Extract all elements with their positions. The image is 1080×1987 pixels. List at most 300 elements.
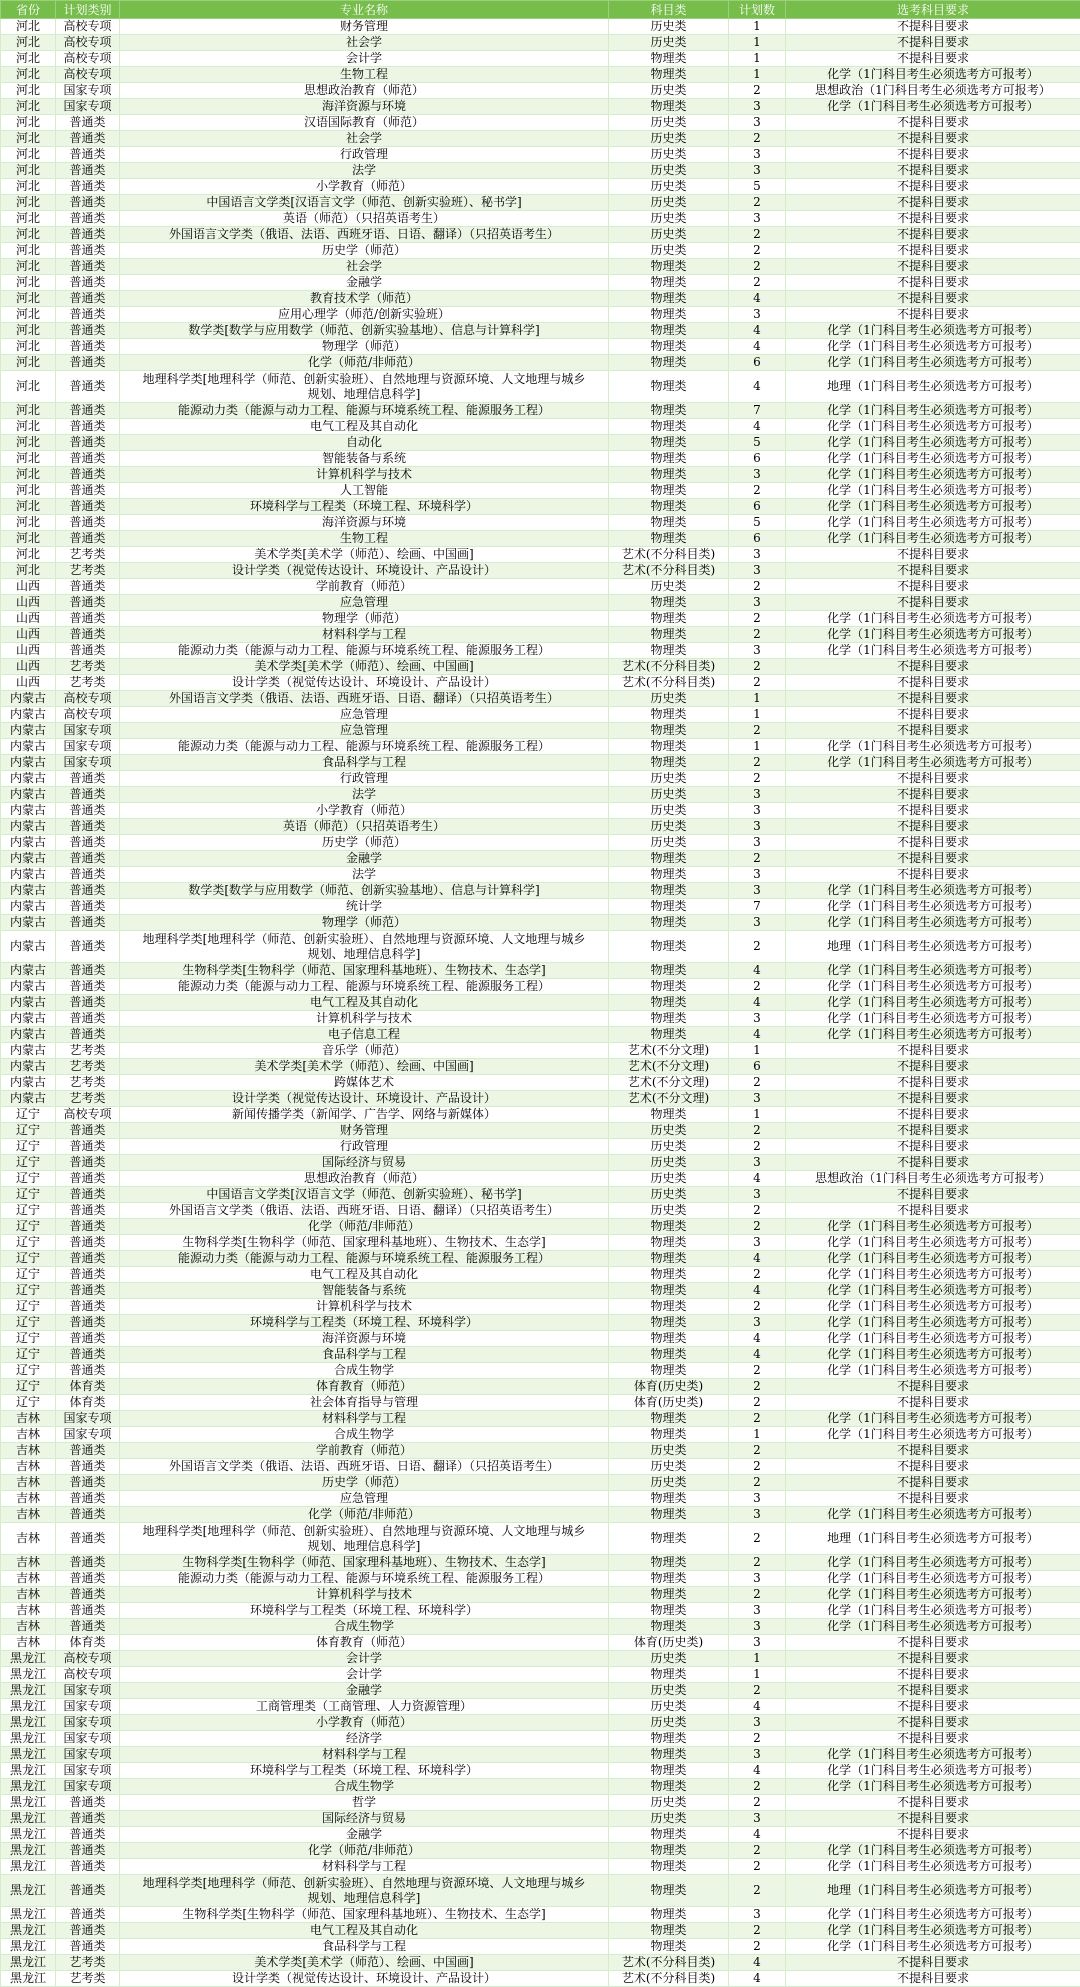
table-row: [1, 339, 1080, 355]
cell-province: 河北: [1, 99, 56, 115]
cell-province: 河北: [1, 403, 56, 419]
cell-subject-requirement: 不提科目要求: [786, 1123, 1080, 1139]
cell-plan-count: 4: [729, 323, 786, 339]
cell-major-name: 设计学类（视觉传达设计、环境设计、产品设计）: [120, 1971, 609, 1987]
cell-major-name: 电气工程及其自动化: [120, 1923, 609, 1939]
table-row: [1, 1619, 1080, 1635]
cell-subject-requirement: 思想政治（1门科目考生必须选考方可报考）: [786, 83, 1080, 99]
cell-subject-requirement: 化学（1门科目考生必须选考方可报考）: [786, 1907, 1080, 1923]
cell-province: 山西: [1, 579, 56, 595]
table-row: [1, 579, 1080, 595]
cell-province: 内蒙古: [1, 787, 56, 803]
table-row: [1, 291, 1080, 307]
cell-plan-type: 艺考类: [56, 1091, 120, 1107]
cell-plan-type: 艺考类: [56, 1059, 120, 1075]
cell-major-name: 环境科学与工程类（环境工程、环境科学）: [120, 1763, 609, 1779]
table-row: [1, 227, 1080, 243]
cell-province: 内蒙古: [1, 771, 56, 787]
table-row: [1, 1347, 1080, 1363]
cell-plan-type: 艺考类: [56, 1955, 120, 1971]
table-row: [1, 1395, 1080, 1411]
cell-plan-count: 2: [729, 1779, 786, 1795]
cell-major-name: 小学教育（师范）: [120, 803, 609, 819]
cell-province: 黑龙江: [1, 1859, 56, 1875]
cell-plan-type: 普通类: [56, 1315, 120, 1331]
cell-subject-requirement: 不提科目要求: [786, 547, 1080, 563]
cell-subject-requirement: 不提科目要求: [786, 1459, 1080, 1475]
table-row: [1, 483, 1080, 499]
cell-major-name: 教育技术学（师范）: [120, 291, 609, 307]
cell-plan-count: 3: [729, 99, 786, 115]
cell-subject-category: 物理类: [609, 323, 729, 339]
cell-plan-count: 4: [729, 1251, 786, 1267]
cell-subject-requirement: 不提科目要求: [786, 1443, 1080, 1459]
cell-major-name: 外国语言文学类（俄语、法语、西班牙语、日语、翻译）（只招英语考生）: [120, 227, 609, 243]
cell-subject-category: 物理类: [609, 883, 729, 899]
cell-major-name: 合成生物学: [120, 1427, 609, 1443]
cell-subject-category: 物理类: [609, 1779, 729, 1795]
cell-major-name: 金融学: [120, 275, 609, 291]
cell-province: 内蒙古: [1, 883, 56, 899]
cell-province: 内蒙古: [1, 899, 56, 915]
table-row: [1, 1267, 1080, 1283]
cell-major-name: 社会学: [120, 35, 609, 51]
cell-plan-type: 普通类: [56, 1187, 120, 1203]
cell-subject-category: 历史类: [609, 803, 729, 819]
cell-subject-category: 物理类: [609, 1267, 729, 1283]
cell-subject-requirement: 不提科目要求: [786, 1971, 1080, 1987]
cell-subject-requirement: 不提科目要求: [786, 147, 1080, 163]
cell-major-name: 工商管理类（工商管理、人力资源管理）: [120, 1699, 609, 1715]
cell-subject-category: 历史类: [609, 1795, 729, 1811]
cell-major-name: 小学教育（师范）: [120, 179, 609, 195]
cell-subject-requirement: 不提科目要求: [786, 163, 1080, 179]
cell-subject-category: 历史类: [609, 1139, 729, 1155]
cell-major-name: 经济学: [120, 1731, 609, 1747]
cell-subject-category: 历史类: [609, 1171, 729, 1187]
cell-province: 吉林: [1, 1443, 56, 1459]
cell-province: 黑龙江: [1, 1747, 56, 1763]
cell-province: 吉林: [1, 1571, 56, 1587]
cell-major-name: 合成生物学: [120, 1619, 609, 1635]
cell-province: 河北: [1, 67, 56, 83]
cell-major-name: 材料科学与工程: [120, 1411, 609, 1427]
header-province: 省份: [1, 1, 56, 19]
table-row: [1, 1859, 1080, 1875]
cell-plan-type: 普通类: [56, 1587, 120, 1603]
cell-subject-category: 物理类: [609, 1619, 729, 1635]
table-row: [1, 355, 1080, 371]
cell-plan-count: 5: [729, 179, 786, 195]
cell-plan-type: 普通类: [56, 643, 120, 659]
cell-subject-requirement: 不提科目要求: [786, 1795, 1080, 1811]
cell-plan-count: 2: [729, 579, 786, 595]
table-row: [1, 1907, 1080, 1923]
cell-plan-type: 国家专项: [56, 83, 120, 99]
cell-subject-category: 物理类: [609, 1299, 729, 1315]
cell-subject-category: 物理类: [609, 1843, 729, 1859]
cell-subject-requirement: 不提科目要求: [786, 243, 1080, 259]
cell-plan-type: 普通类: [56, 1843, 120, 1859]
cell-plan-count: 4: [729, 1171, 786, 1187]
cell-plan-type: 普通类: [56, 227, 120, 243]
table-row: [1, 1011, 1080, 1027]
cell-subject-category: 历史类: [609, 1443, 729, 1459]
table-row: [1, 147, 1080, 163]
cell-plan-type: 国家专项: [56, 1779, 120, 1795]
cell-plan-count: 1: [729, 67, 786, 83]
cell-major-name: 合成生物学: [120, 1363, 609, 1379]
cell-plan-type: 普通类: [56, 451, 120, 467]
cell-subject-category: 物理类: [609, 963, 729, 979]
cell-province: 黑龙江: [1, 1731, 56, 1747]
cell-subject-requirement: 化学（1门科目考生必须选考方可报考）: [786, 1267, 1080, 1283]
cell-subject-category: 历史类: [609, 819, 729, 835]
table-row: [1, 1955, 1080, 1971]
cell-plan-type: 普通类: [56, 803, 120, 819]
cell-province: 河北: [1, 323, 56, 339]
cell-subject-requirement: 不提科目要求: [786, 659, 1080, 675]
cell-province: 山西: [1, 595, 56, 611]
cell-plan-count: 3: [729, 1507, 786, 1523]
cell-province: 辽宁: [1, 1123, 56, 1139]
table-row: [1, 915, 1080, 931]
cell-plan-type: 普通类: [56, 931, 120, 963]
cell-province: 内蒙古: [1, 819, 56, 835]
table-row: [1, 1251, 1080, 1267]
cell-major-name: 环境科学与工程类（环境工程、环境科学）: [120, 1603, 609, 1619]
cell-plan-type: 普通类: [56, 899, 120, 915]
cell-plan-type: 普通类: [56, 595, 120, 611]
cell-plan-type: 国家专项: [56, 739, 120, 755]
cell-subject-requirement: 不提科目要求: [786, 1715, 1080, 1731]
cell-subject-requirement: 地理（1门科目考生必须选考方可报考）: [786, 1523, 1080, 1555]
cell-province: 辽宁: [1, 1251, 56, 1267]
cell-subject-category: 物理类: [609, 595, 729, 611]
cell-plan-count: 3: [729, 643, 786, 659]
table-row: [1, 707, 1080, 723]
cell-plan-type: 普通类: [56, 1299, 120, 1315]
cell-subject-requirement: 不提科目要求: [786, 1139, 1080, 1155]
cell-subject-category: 物理类: [609, 1107, 729, 1123]
cell-plan-count: 3: [729, 1235, 786, 1251]
cell-subject-requirement: 不提科目要求: [786, 771, 1080, 787]
table-row: [1, 371, 1080, 403]
table-row: [1, 499, 1080, 515]
table-row: [1, 179, 1080, 195]
cell-major-name: 学前教育（师范）: [120, 579, 609, 595]
cell-province: 内蒙古: [1, 851, 56, 867]
cell-major-name: 化学（师范/非师范）: [120, 355, 609, 371]
cell-subject-requirement: 不提科目要求: [786, 227, 1080, 243]
table-row: [1, 1779, 1080, 1795]
cell-province: 内蒙古: [1, 707, 56, 723]
cell-plan-count: 2: [729, 227, 786, 243]
table-body: [1, 19, 1080, 1987]
cell-subject-requirement: 化学（1门科目考生必须选考方可报考）: [786, 435, 1080, 451]
cell-plan-count: 2: [729, 1731, 786, 1747]
cell-subject-category: 历史类: [609, 35, 729, 51]
table-row: [1, 1187, 1080, 1203]
cell-plan-type: 普通类: [56, 1523, 120, 1555]
cell-subject-category: 物理类: [609, 515, 729, 531]
cell-major-name: 电气工程及其自动化: [120, 419, 609, 435]
cell-subject-requirement: 化学（1门科目考生必须选考方可报考）: [786, 323, 1080, 339]
cell-subject-category: 物理类: [609, 1571, 729, 1587]
cell-subject-category: 体育(历史类): [609, 1379, 729, 1395]
cell-plan-type: 国家专项: [56, 1747, 120, 1763]
table-row: [1, 275, 1080, 291]
cell-subject-requirement: 不提科目要求: [786, 19, 1080, 35]
table-row: [1, 1923, 1080, 1939]
cell-plan-type: 国家专项: [56, 1731, 120, 1747]
cell-plan-count: 4: [729, 1699, 786, 1715]
cell-plan-count: 1: [729, 1427, 786, 1443]
cell-subject-requirement: 不提科目要求: [786, 819, 1080, 835]
cell-major-name: 应急管理: [120, 723, 609, 739]
cell-major-name: 自动化: [120, 435, 609, 451]
table-row: [1, 1635, 1080, 1651]
cell-major-name: 跨媒体艺术: [120, 1075, 609, 1091]
cell-province: 内蒙古: [1, 739, 56, 755]
table-row: [1, 1811, 1080, 1827]
cell-province: 内蒙古: [1, 931, 56, 963]
cell-plan-count: 2: [729, 1203, 786, 1219]
cell-plan-type: 普通类: [56, 467, 120, 483]
table-row: [1, 1283, 1080, 1299]
cell-major-name: 历史学（师范）: [120, 835, 609, 851]
cell-plan-count: 3: [729, 1011, 786, 1027]
cell-major-name: 物理学（师范）: [120, 611, 609, 627]
cell-subject-category: 艺术(不分科目类): [609, 1971, 729, 1987]
cell-province: 河北: [1, 243, 56, 259]
cell-major-name: 会计学: [120, 1651, 609, 1667]
cell-subject-requirement: 化学（1门科目考生必须选考方可报考）: [786, 1923, 1080, 1939]
cell-subject-requirement: 化学（1门科目考生必须选考方可报考）: [786, 899, 1080, 915]
cell-plan-count: 3: [729, 1635, 786, 1651]
cell-plan-count: 2: [729, 1123, 786, 1139]
cell-province: 内蒙古: [1, 835, 56, 851]
cell-province: 河北: [1, 419, 56, 435]
cell-subject-category: 物理类: [609, 611, 729, 627]
table-row: [1, 211, 1080, 227]
cell-subject-category: 历史类: [609, 1459, 729, 1475]
cell-plan-type: 普通类: [56, 323, 120, 339]
cell-province: 黑龙江: [1, 1955, 56, 1971]
cell-province: 河北: [1, 483, 56, 499]
header-subject-requirement: 选考科目要求: [786, 1, 1080, 19]
cell-plan-type: 普通类: [56, 771, 120, 787]
cell-subject-category: 艺术(不分科目类): [609, 547, 729, 563]
cell-major-name: 行政管理: [120, 147, 609, 163]
cell-subject-requirement: 化学（1门科目考生必须选考方可报考）: [786, 979, 1080, 995]
cell-subject-category: 物理类: [609, 1251, 729, 1267]
cell-province: 河北: [1, 307, 56, 323]
cell-subject-category: 物理类: [609, 915, 729, 931]
cell-province: 辽宁: [1, 1395, 56, 1411]
cell-plan-type: 艺考类: [56, 563, 120, 579]
table-row: [1, 787, 1080, 803]
cell-subject-category: 物理类: [609, 1587, 729, 1603]
cell-province: 黑龙江: [1, 1667, 56, 1683]
cell-province: 吉林: [1, 1475, 56, 1491]
cell-plan-type: 高校专项: [56, 19, 120, 35]
cell-major-name: 国际经济与贸易: [120, 1155, 609, 1171]
cell-subject-requirement: 化学（1门科目考生必须选考方可报考）: [786, 67, 1080, 83]
cell-subject-requirement: 不提科目要求: [786, 707, 1080, 723]
cell-major-name: 美术学类[美术学（师范）、绘画、中国画]: [120, 659, 609, 675]
cell-major-name: 能源动力类（能源与动力工程、能源与环境系统工程、能源服务工程）: [120, 403, 609, 419]
cell-plan-count: 3: [729, 1091, 786, 1107]
cell-plan-type: 普通类: [56, 403, 120, 419]
cell-subject-requirement: 不提科目要求: [786, 1379, 1080, 1395]
cell-subject-category: 物理类: [609, 851, 729, 867]
cell-subject-requirement: 不提科目要求: [786, 259, 1080, 275]
cell-subject-requirement: 化学（1门科目考生必须选考方可报考）: [786, 1235, 1080, 1251]
cell-subject-category: 历史类: [609, 1699, 729, 1715]
cell-plan-count: 3: [729, 1187, 786, 1203]
cell-province: 河北: [1, 147, 56, 163]
cell-subject-category: 历史类: [609, 195, 729, 211]
cell-major-name: 统计学: [120, 899, 609, 915]
table-row: [1, 19, 1080, 35]
table-row: [1, 1523, 1080, 1555]
cell-province: 吉林: [1, 1411, 56, 1427]
cell-major-name: 英语（师范）（只招英语考生）: [120, 211, 609, 227]
cell-subject-category: 艺术(不分文理): [609, 1075, 729, 1091]
cell-major-name: 物理学（师范）: [120, 339, 609, 355]
cell-province: 吉林: [1, 1491, 56, 1507]
cell-province: 辽宁: [1, 1379, 56, 1395]
table-row: [1, 771, 1080, 787]
cell-province: 辽宁: [1, 1235, 56, 1251]
table-row: [1, 899, 1080, 915]
cell-major-name: 外国语言文学类（俄语、法语、西班牙语、日语、翻译）（只招英语考生）: [120, 691, 609, 707]
cell-major-name: 社会学: [120, 131, 609, 147]
cell-province: 吉林: [1, 1507, 56, 1523]
cell-plan-count: 3: [729, 1747, 786, 1763]
cell-plan-type: 国家专项: [56, 1411, 120, 1427]
table-row: [1, 1763, 1080, 1779]
cell-major-name: 生物科学类[生物科学（师范、国家理科基地班）、生物技术、生态学]: [120, 1555, 609, 1571]
cell-subject-category: 物理类: [609, 1507, 729, 1523]
cell-major-name: 海洋资源与环境: [120, 1331, 609, 1347]
cell-subject-category: 物理类: [609, 275, 729, 291]
cell-subject-category: 历史类: [609, 83, 729, 99]
cell-plan-type: 普通类: [56, 1027, 120, 1043]
table-row: [1, 1715, 1080, 1731]
table-row: [1, 1491, 1080, 1507]
table-row: [1, 435, 1080, 451]
cell-province: 河北: [1, 435, 56, 451]
cell-plan-type: 普通类: [56, 787, 120, 803]
cell-major-name: 能源动力类（能源与动力工程、能源与环境系统工程、能源服务工程）: [120, 1251, 609, 1267]
cell-major-name: 生物工程: [120, 67, 609, 83]
table-row: [1, 1683, 1080, 1699]
cell-major-name: 能源动力类（能源与动力工程、能源与环境系统工程、能源服务工程）: [120, 643, 609, 659]
table-row: [1, 83, 1080, 99]
table-row: [1, 595, 1080, 611]
cell-major-name: 英语（师范）（只招英语考生）: [120, 819, 609, 835]
cell-plan-type: 普通类: [56, 275, 120, 291]
cell-plan-type: 普通类: [56, 1859, 120, 1875]
cell-subject-category: 历史类: [609, 1811, 729, 1827]
cell-subject-requirement: 不提科目要求: [786, 1731, 1080, 1747]
cell-subject-category: 物理类: [609, 1859, 729, 1875]
cell-major-name: 金融学: [120, 1827, 609, 1843]
cell-subject-requirement: 化学（1门科目考生必须选考方可报考）: [786, 995, 1080, 1011]
cell-plan-count: 4: [729, 1763, 786, 1779]
table-row: [1, 1459, 1080, 1475]
cell-subject-requirement: 化学（1门科目考生必须选考方可报考）: [786, 467, 1080, 483]
cell-subject-category: 历史类: [609, 1187, 729, 1203]
cell-province: 河北: [1, 211, 56, 227]
cell-plan-count: 3: [729, 1603, 786, 1619]
cell-province: 河北: [1, 163, 56, 179]
cell-province: 辽宁: [1, 1139, 56, 1155]
cell-plan-type: 高校专项: [56, 67, 120, 83]
table-header: [1, 1, 1080, 19]
cell-province: 黑龙江: [1, 1971, 56, 1987]
cell-plan-count: 3: [729, 1571, 786, 1587]
cell-plan-type: 艺考类: [56, 1043, 120, 1059]
cell-subject-category: 物理类: [609, 1667, 729, 1683]
cell-subject-requirement: 化学（1门科目考生必须选考方可报考）: [786, 1411, 1080, 1427]
cell-subject-category: 物理类: [609, 1283, 729, 1299]
cell-plan-count: 3: [729, 867, 786, 883]
cell-province: 黑龙江: [1, 1875, 56, 1907]
cell-subject-requirement: 化学（1门科目考生必须选考方可报考）: [786, 1763, 1080, 1779]
cell-subject-category: 物理类: [609, 1331, 729, 1347]
cell-subject-category: 物理类: [609, 483, 729, 499]
cell-province: 河北: [1, 195, 56, 211]
cell-major-name: 化学（师范/非师范）: [120, 1507, 609, 1523]
cell-plan-type: 普通类: [56, 1507, 120, 1523]
cell-plan-count: 4: [729, 1955, 786, 1971]
cell-subject-category: 物理类: [609, 1411, 729, 1427]
cell-major-name: 合成生物学: [120, 1779, 609, 1795]
cell-province: 辽宁: [1, 1203, 56, 1219]
cell-plan-count: 3: [729, 915, 786, 931]
cell-plan-count: 6: [729, 531, 786, 547]
cell-subject-requirement: 不提科目要求: [786, 1395, 1080, 1411]
cell-subject-requirement: 化学（1门科目考生必须选考方可报考）: [786, 483, 1080, 499]
cell-major-name: 金融学: [120, 851, 609, 867]
cell-province: 辽宁: [1, 1299, 56, 1315]
cell-plan-count: 4: [729, 291, 786, 307]
cell-plan-type: 国家专项: [56, 755, 120, 771]
cell-subject-category: 物理类: [609, 467, 729, 483]
cell-subject-requirement: 化学（1门科目考生必须选考方可报考）: [786, 643, 1080, 659]
cell-major-name: 电子信息工程: [120, 1027, 609, 1043]
cell-province: 内蒙古: [1, 1059, 56, 1075]
cell-plan-count: 3: [729, 211, 786, 227]
cell-subject-category: 物理类: [609, 99, 729, 115]
cell-plan-count: 2: [729, 131, 786, 147]
cell-province: 山西: [1, 627, 56, 643]
cell-plan-count: 2: [729, 659, 786, 675]
cell-plan-type: 高校专项: [56, 1107, 120, 1123]
table-row: [1, 419, 1080, 435]
cell-plan-type: 普通类: [56, 1267, 120, 1283]
cell-subject-category: 物理类: [609, 403, 729, 419]
table-row: [1, 819, 1080, 835]
cell-plan-type: 艺考类: [56, 1971, 120, 1987]
cell-province: 黑龙江: [1, 1715, 56, 1731]
cell-province: 辽宁: [1, 1283, 56, 1299]
cell-major-name: 应急管理: [120, 595, 609, 611]
cell-subject-category: 历史类: [609, 227, 729, 243]
